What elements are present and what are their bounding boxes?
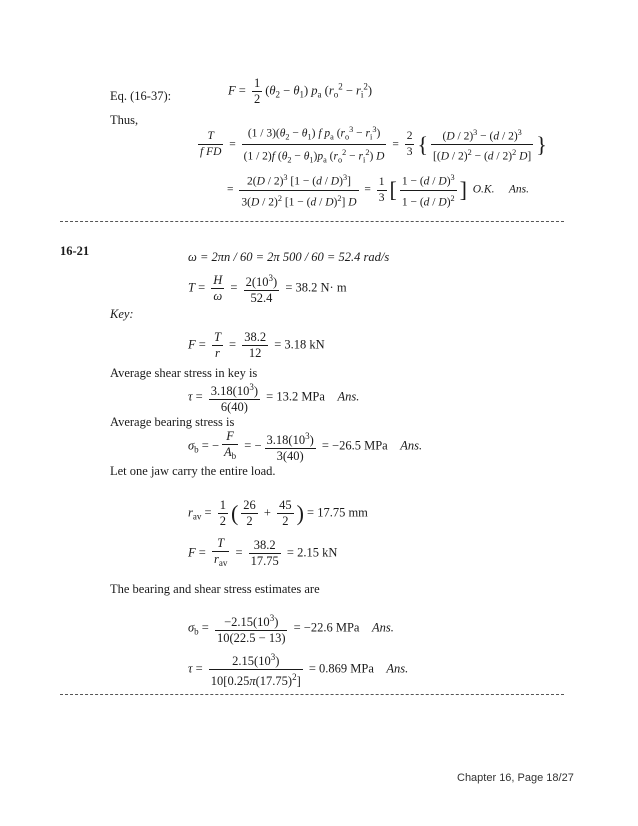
jaw-force-result: = 2.15 kN	[286, 545, 338, 560]
average-radius-result: = 17.75 mm	[307, 505, 368, 520]
estimates-intro: The bearing and shear stress estimates are	[110, 582, 320, 596]
torque-ratio-equation: $\frac{T}{\text{f FD}}$ = $\frac{(1 / 3)(\theta_2 - \theta_1) f p_a (r_o^3 - r_i^3)}{(1 / 2)f (\theta_2 - \theta_1)p_a (r_o^2 - r_i^2) D}$ = $\frac{2}{3}$ { $\frac{(D / 2)^3 - (d / 2)^3}{[(D / 2)^2 - (d / 2)^2 D]}$ }	[195, 122, 547, 168]
shear-estimate-ans: Ans.	[386, 661, 409, 676]
problem-number: 16-21	[60, 244, 90, 258]
force-result: = 3.18 kN	[274, 337, 325, 352]
bearing-estimate-result: = −22.6 MPa	[293, 620, 360, 635]
shear-result: = 13.2 MPa	[266, 389, 325, 404]
bearing-intro: Average bearing stress is	[110, 415, 235, 429]
jaw-force-equation: F = $\frac{T}{r_{av}}$ = $\frac{38.2}{17.75}$ = 2.15 kN	[188, 536, 337, 571]
shear-ans-label: Ans.	[337, 389, 360, 404]
ok-label: O.K.	[472, 183, 495, 196]
bearing-ans-label: Ans.	[400, 438, 423, 453]
ans-label: Ans.	[508, 183, 529, 196]
shear-estimate-result: = 0.869 MPa	[308, 661, 374, 676]
omega-equation: ω = 2πn / 60 = 2π 500 / 60 = 52.4 rad/s	[188, 250, 390, 264]
shear-intro: Average shear stress in key is	[110, 366, 258, 380]
bearing-estimate-equation: $\sigma_b$ = $\frac{-2.15(10^3)}{10(22.5 - 13)}$ = −22.6 MPa Ans.	[188, 613, 394, 645]
bearing-estimate-ans: Ans.	[371, 620, 394, 635]
key-label: Key:	[110, 307, 134, 321]
eq-reference-label: Eq. (16-37):	[110, 89, 172, 103]
section-divider	[60, 221, 564, 222]
page-label: Chapter 16, Page 18/27	[457, 772, 574, 784]
bearing-stress-equation: $\sigma_b$ = − $\frac{F}{A_b}$ = − $\frac{3.18(10^3)}{3(40)}$ = −26.5 MPa Ans.	[188, 429, 423, 464]
torque-result: = 38.2 N· m	[285, 280, 347, 295]
section-divider-bottom	[60, 694, 564, 695]
shear-estimate-equation: τ = $\frac{2.15(10^3)}{10[0.25\pi(17.75)^2]}$ = 0.869 MPa Ans.	[188, 652, 409, 688]
torque-ratio-simplified: = $\frac{2(D / 2)^3 [1 - (d / D)^3]}{3(D / 2)^2 [1 - (d / D)^2] D}$ = $\frac{1}{3}$ [ $\frac{1 - (d / D)^3}{1 - (d / D)^2}$ ] O.K. Ans.	[227, 173, 529, 209]
equation-16-37: F = $\frac{1}{2}$ $(\theta_2 - \theta_1)$ $p_a$ $(r_o^2 - r_i^2)$	[228, 76, 373, 106]
thus-label: Thus,	[110, 113, 139, 127]
average-radius-equation: $r_{av}$ = $\frac{1}{2}$ ( $\frac{26}{2}$ + $\frac{45}{2}$ ) = 17.75 mm	[188, 498, 368, 528]
torque-equation: T = $\frac{H}{\omega}$ = $\frac{2(10^3)}{52.4}$ = 38.2 N· m	[188, 272, 347, 305]
force-equation: F = $\frac{T}{r}$ = $\frac{38.2}{12}$ = 3.18 kN	[188, 330, 325, 360]
shear-stress-equation: τ = $\frac{3.18(10^3)}{6(40)}$ = 13.2 MPa Ans.	[188, 382, 360, 414]
bearing-result: = −26.5 MPa	[321, 438, 388, 453]
jaw-intro: Let one jaw carry the entire load.	[110, 464, 276, 478]
